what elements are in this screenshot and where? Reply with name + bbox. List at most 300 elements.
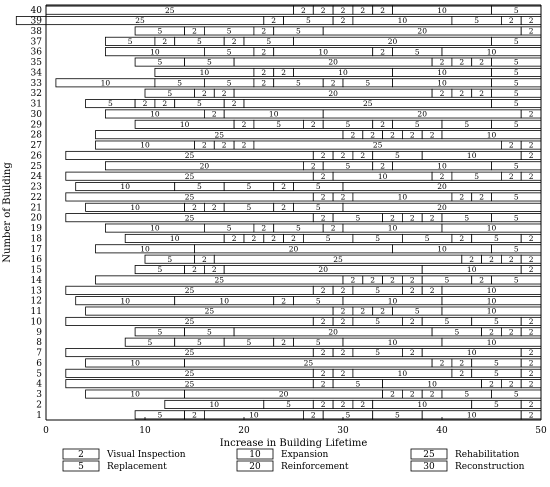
segment-label: 2 xyxy=(459,368,465,378)
segment-label: 25 xyxy=(184,213,195,223)
segment-label: 5 xyxy=(246,202,252,212)
segment-label: 2 xyxy=(528,109,534,119)
segment-label: 2 xyxy=(439,57,445,67)
y-tick-label: 8 xyxy=(36,338,42,349)
segment-label: 25 xyxy=(184,171,195,181)
segment-label: 5 xyxy=(246,182,252,192)
segment-label: 2 xyxy=(380,5,385,15)
segment-label: 2 xyxy=(261,26,267,36)
segment-label: 2 xyxy=(528,327,534,337)
segment-label: 2 xyxy=(340,192,346,202)
segment-label: 2 xyxy=(281,182,286,192)
segment-label: 5 xyxy=(167,88,173,98)
building-row-12 xyxy=(76,296,541,305)
segment-label: 25 xyxy=(303,358,314,368)
segment-label: 2 xyxy=(320,379,326,389)
x-tick-label: 50 xyxy=(535,426,547,436)
segment-label: 2 xyxy=(380,306,385,316)
segment-label: 2 xyxy=(459,88,465,98)
legend-item xyxy=(63,461,167,472)
legend-code: 30 xyxy=(423,462,435,472)
segment-label: 2 xyxy=(429,389,435,399)
segment-label: 5 xyxy=(296,78,301,88)
y-tick-label: 33 xyxy=(30,78,42,89)
y-tick-label: 1 xyxy=(36,410,42,421)
segment-label: 2 xyxy=(261,78,267,88)
segment-label: 2 xyxy=(340,348,346,358)
segment-label: 10 xyxy=(179,119,190,129)
segment-label: 5 xyxy=(157,410,163,420)
segment-label: 5 xyxy=(197,99,202,109)
segment-label: 2 xyxy=(320,317,326,327)
y-tick-label: 20 xyxy=(30,213,42,224)
segment-label: 5 xyxy=(414,306,420,316)
legend xyxy=(63,449,525,472)
segment-label: 5 xyxy=(513,99,519,109)
segment-label: 2 xyxy=(281,337,286,347)
segment-label: 5 xyxy=(107,99,113,109)
building-row-25 xyxy=(105,161,541,170)
segment-label: 2 xyxy=(429,285,435,295)
segment-label: 2 xyxy=(439,88,445,98)
segment-label: 5 xyxy=(513,78,519,88)
y-tick-label: 35 xyxy=(30,58,42,69)
segment-label: 10 xyxy=(486,47,497,57)
y-tick-label: 3 xyxy=(36,390,42,401)
segment-label: 2 xyxy=(528,317,534,327)
segment-label: 2 xyxy=(251,234,257,244)
segment-label: 2 xyxy=(370,275,376,285)
building-row-32 xyxy=(145,89,541,98)
segment-label: 2 xyxy=(320,192,326,202)
segment-label: 2 xyxy=(301,5,306,15)
segment-label: 2 xyxy=(320,213,326,223)
segment-label: 2 xyxy=(320,5,326,15)
segment-label: 5 xyxy=(355,379,361,389)
segment-label: 10 xyxy=(486,223,497,233)
y-tick-label: 17 xyxy=(30,244,42,255)
segment-label: 25 xyxy=(135,16,145,26)
segment-label: 5 xyxy=(325,234,331,244)
segment-label: 2 xyxy=(310,410,316,420)
building-row-11 xyxy=(86,307,541,316)
segment-label: 10 xyxy=(209,400,220,410)
segment-label: 10 xyxy=(130,202,140,212)
segment-label: 2 xyxy=(489,379,494,389)
segment-label: 5 xyxy=(226,47,232,57)
building-row-27 xyxy=(96,141,542,150)
building-row-13 xyxy=(66,286,541,295)
x-tick-label: 10 xyxy=(139,426,151,436)
segment-label: 2 xyxy=(508,327,514,337)
y-tick-label: 24 xyxy=(30,172,42,183)
segment-label: 5 xyxy=(345,410,351,420)
segment-label: 5 xyxy=(296,26,301,36)
y-tick-label: 4 xyxy=(36,379,42,390)
segment-label: 5 xyxy=(513,244,519,254)
segment-label: 5 xyxy=(444,317,450,327)
segment-label: 5 xyxy=(494,368,499,378)
segment-label: 10 xyxy=(150,223,160,233)
segment-label: 10 xyxy=(486,306,497,316)
segment-label: 5 xyxy=(513,68,519,78)
segment-label: 2 xyxy=(508,140,514,150)
segment-label: 5 xyxy=(513,88,519,98)
segment-label: 10 xyxy=(397,368,408,378)
building-row-29 xyxy=(135,120,541,129)
y-tick-label: 31 xyxy=(30,99,42,110)
segment-label: 2 xyxy=(409,317,415,327)
building-row-2 xyxy=(165,400,541,409)
x-tick-label: 0 xyxy=(43,426,49,436)
segment-label: 2 xyxy=(241,140,247,150)
segment-label: 2 xyxy=(479,88,484,98)
y-tick-label: 18 xyxy=(30,234,42,245)
y-tick-label: 32 xyxy=(30,89,42,100)
segment-label: 2 xyxy=(489,254,494,264)
segment-label: 2 xyxy=(528,26,534,36)
segment-label: 5 xyxy=(464,213,470,223)
segment-label: 2 xyxy=(409,285,415,295)
segment-label: 5 xyxy=(226,26,232,36)
segment-label: 5 xyxy=(414,47,420,57)
segment-label: 2 xyxy=(528,16,534,26)
building-row-15 xyxy=(135,265,541,274)
legend-item xyxy=(237,449,328,460)
segment-label: 2 xyxy=(221,140,227,150)
y-tick-label: 36 xyxy=(30,47,42,58)
segment-label: 5 xyxy=(226,223,232,233)
segment-label: 10 xyxy=(318,47,328,57)
segment-label: 2 xyxy=(202,140,207,150)
segment-label: 2 xyxy=(281,202,286,212)
segment-label: 2 xyxy=(409,389,415,399)
segment-label: 2 xyxy=(340,285,346,295)
building-row-39 xyxy=(16,16,541,25)
legend-code: 2 xyxy=(78,450,84,460)
segment-label: 2 xyxy=(162,99,168,109)
building-row-22 xyxy=(66,193,541,202)
segment-label: 5 xyxy=(286,400,291,410)
segment-label: 10 xyxy=(150,109,160,119)
segment-label: 2 xyxy=(479,57,484,67)
segment-label: 5 xyxy=(513,36,519,46)
segment-label: 25 xyxy=(184,368,195,378)
y-tick-label: 37 xyxy=(30,37,42,48)
building-row-37 xyxy=(105,37,541,46)
segment-label: 2 xyxy=(350,130,356,140)
legend-item xyxy=(63,449,186,460)
legend-code: 20 xyxy=(249,462,261,472)
segment-label: 5 xyxy=(494,358,499,368)
segment-label: 5 xyxy=(157,265,163,275)
segment-label: 5 xyxy=(365,78,371,88)
y-axis-title: Number of Building xyxy=(2,162,13,263)
segment-label: 2 xyxy=(409,348,415,358)
segment-label: 25 xyxy=(184,317,195,327)
building-row-19 xyxy=(105,224,541,233)
segment-label: 10 xyxy=(199,68,210,78)
legend-label: Replacement xyxy=(107,462,167,472)
segment-label: 20 xyxy=(328,327,338,337)
segment-label: 10 xyxy=(486,285,497,295)
y-tick-label: 15 xyxy=(30,265,42,276)
segment-label: 2 xyxy=(528,368,534,378)
segment-label: 5 xyxy=(127,36,133,46)
segment-label: 2 xyxy=(162,36,168,46)
segment-label: 2 xyxy=(528,254,534,264)
segment-label: 10 xyxy=(437,5,447,15)
segment-label: 5 xyxy=(513,192,519,202)
segment-label: 10 xyxy=(130,389,140,399)
building-row-24 xyxy=(66,172,541,181)
segment-label: 10 xyxy=(249,410,259,420)
segment-label: 2 xyxy=(360,5,366,15)
segment-label: 2 xyxy=(429,130,435,140)
y-tick-label: 39 xyxy=(30,16,42,27)
segment-label: 5 xyxy=(177,78,183,88)
segment-label: 10 xyxy=(437,244,447,254)
segment-label: 5 xyxy=(147,337,153,347)
y-tick-label: 27 xyxy=(30,141,42,152)
segment-label: 10 xyxy=(150,47,160,57)
segment-label: 10 xyxy=(397,192,408,202)
segment-label: 2 xyxy=(390,130,395,140)
segment-label: 10 xyxy=(120,296,130,306)
segment-label: 10 xyxy=(377,171,388,181)
segment-label: 5 xyxy=(206,327,212,337)
segment-label: 10 xyxy=(486,337,497,347)
y-tick-labels xyxy=(31,6,43,421)
legend-item xyxy=(411,449,520,460)
segment-label: 25 xyxy=(184,192,195,202)
segment-label: 5 xyxy=(375,234,381,244)
building-row-35 xyxy=(135,58,541,67)
segment-label: 10 xyxy=(130,358,140,368)
segment-label: 2 xyxy=(508,379,514,389)
segment-label: 20 xyxy=(417,109,427,119)
segment-label: 2 xyxy=(409,275,415,285)
building-row-9 xyxy=(135,327,541,336)
segment-label: 2 xyxy=(390,213,395,223)
legend-label: Expansion xyxy=(281,450,329,460)
y-tick-label: 12 xyxy=(30,296,42,307)
segment-label: 2 xyxy=(439,171,445,181)
segment-label: 25 xyxy=(333,254,343,264)
segment-label: 2 xyxy=(320,285,326,295)
segment-label: 2 xyxy=(142,99,148,109)
segment-label: 2 xyxy=(291,234,296,244)
legend-code: 10 xyxy=(249,450,261,460)
segment-label: 5 xyxy=(414,119,420,129)
legend-label: Reconstruction xyxy=(455,462,525,472)
segment-label: 5 xyxy=(167,254,173,264)
segment-label: 10 xyxy=(100,78,111,88)
legend-label: Rehabilitation xyxy=(455,450,520,460)
y-tick-label: 2 xyxy=(36,400,42,411)
building-row-38 xyxy=(135,27,541,36)
segment-label: 25 xyxy=(184,151,195,161)
y-tick-label: 28 xyxy=(30,130,42,141)
segment-label: 10 xyxy=(120,182,130,192)
segment-label: 2 xyxy=(528,151,534,161)
legend-item xyxy=(237,461,349,472)
segment-label: 2 xyxy=(261,68,267,78)
segment-label: 5 xyxy=(226,78,232,88)
y-tick-label: 34 xyxy=(30,68,42,79)
building-row-21 xyxy=(86,203,541,212)
y-tick-label: 29 xyxy=(30,120,42,131)
segment-label: 2 xyxy=(429,213,435,223)
segment-label: 10 xyxy=(140,140,150,150)
segment-label: 5 xyxy=(157,26,163,36)
segment-label: 20 xyxy=(278,389,289,399)
building-row-6 xyxy=(86,359,541,368)
segment-label: 5 xyxy=(395,410,400,420)
segment-label: 25 xyxy=(362,99,373,109)
segment-label: 5 xyxy=(454,327,460,337)
legend-label: Reinforcement xyxy=(281,462,349,472)
y-tick-label: 9 xyxy=(36,327,42,338)
building-row-8 xyxy=(125,338,541,347)
segment-label: 2 xyxy=(221,88,227,98)
segment-label: 5 xyxy=(513,275,519,285)
segment-label: 20 xyxy=(328,57,338,67)
y-tick-label: 25 xyxy=(30,161,42,172)
segment-label: 5 xyxy=(276,119,282,129)
segment-label: 10 xyxy=(486,296,497,306)
segment-label: 2 xyxy=(330,78,336,88)
segment-label: 2 xyxy=(320,151,326,161)
y-tick-label: 19 xyxy=(30,224,42,235)
segment-label: 2 xyxy=(439,358,445,368)
building-row-14 xyxy=(96,276,542,285)
segment-label: 5 xyxy=(513,389,519,399)
segment-label: 5 xyxy=(494,400,499,410)
building-row-4 xyxy=(66,379,541,388)
segment-label: 2 xyxy=(390,389,395,399)
segment-label: 5 xyxy=(474,16,480,26)
segment-label: 5 xyxy=(444,275,450,285)
building-row-26 xyxy=(66,151,541,160)
segment-label: 2 xyxy=(271,234,277,244)
building-row-7 xyxy=(66,348,541,357)
segment-label: 2 xyxy=(231,36,237,46)
building-row-5 xyxy=(66,369,541,378)
segment-label: 25 xyxy=(184,379,195,389)
segment-label: 5 xyxy=(355,213,361,223)
segment-label: 2 xyxy=(528,410,534,420)
y-tick-label: 40 xyxy=(30,6,42,17)
segment-label: 2 xyxy=(261,223,267,233)
segment-label: 2 xyxy=(528,400,534,410)
building-row-18 xyxy=(125,234,541,243)
segment-label: 5 xyxy=(315,202,321,212)
bars-layer xyxy=(16,6,541,420)
segment-label: 2 xyxy=(528,234,534,244)
segment-label: 2 xyxy=(380,119,385,129)
segment-label: 10 xyxy=(466,348,477,358)
segment-label: 2 xyxy=(380,161,385,171)
segment-label: 2 xyxy=(202,254,207,264)
building-row-1 xyxy=(135,410,541,419)
x-tick-label: 20 xyxy=(238,426,250,436)
y-tick-label: 16 xyxy=(30,255,42,266)
legend-label: Visual Inspection xyxy=(107,450,186,460)
building-row-3 xyxy=(86,390,541,399)
y-tick-label: 5 xyxy=(36,369,42,380)
building-row-31 xyxy=(86,99,541,108)
segment-label: 10 xyxy=(466,265,477,275)
segment-label: 2 xyxy=(459,192,465,202)
legend-code: 25 xyxy=(423,450,435,460)
segment-label: 2 xyxy=(528,379,534,389)
segment-label: 2 xyxy=(340,368,346,378)
segment-label: 2 xyxy=(528,358,534,368)
segment-label: 5 xyxy=(474,171,480,181)
segment-label: 2 xyxy=(489,327,494,337)
segment-label: 10 xyxy=(338,68,348,78)
segment-label: 20 xyxy=(437,182,447,192)
x-tick-label: 30 xyxy=(337,426,349,436)
building-row-10 xyxy=(66,317,541,326)
segment-label: 2 xyxy=(340,5,346,15)
legend-code: 5 xyxy=(78,462,84,472)
segment-label: 2 xyxy=(370,130,376,140)
segment-label: 20 xyxy=(417,26,427,36)
segment-label: 10 xyxy=(387,337,398,347)
segment-label: 5 xyxy=(494,317,499,327)
segment-label: 10 xyxy=(437,78,447,88)
segment-label: 2 xyxy=(508,171,514,181)
segment-label: 5 xyxy=(375,348,381,358)
building-row-34 xyxy=(155,68,541,77)
segment-label: 5 xyxy=(206,57,212,67)
building-row-36 xyxy=(105,47,541,56)
y-tick-label: 6 xyxy=(36,358,42,369)
segment-label: 10 xyxy=(417,400,427,410)
segment-label: 2 xyxy=(192,265,197,275)
segment-label: 5 xyxy=(513,213,519,223)
segment-label: 2 xyxy=(340,151,346,161)
segment-label: 5 xyxy=(157,57,163,67)
segment-label: 10 xyxy=(140,244,150,254)
segment-label: 5 xyxy=(375,285,381,295)
segment-label: 2 xyxy=(241,119,247,129)
y-tick-label: 7 xyxy=(36,348,42,359)
legend-item xyxy=(411,461,525,472)
segment-label: 2 xyxy=(340,306,346,316)
segment-label: 5 xyxy=(197,182,202,192)
segment-label: 2 xyxy=(479,192,484,202)
segment-label: 2 xyxy=(508,254,514,264)
segment-label: 5 xyxy=(157,327,163,337)
segment-label: 2 xyxy=(330,223,336,233)
segment-label: 10 xyxy=(387,223,398,233)
segment-label: 2 xyxy=(310,161,316,171)
segment-label: 25 xyxy=(214,275,225,285)
segment-label: 10 xyxy=(397,16,408,26)
segment-label: 25 xyxy=(164,5,175,15)
y-tick-label: 11 xyxy=(30,307,42,318)
building-row-16 xyxy=(145,255,541,264)
segment-label: 5 xyxy=(305,16,311,26)
y-tick-label: 21 xyxy=(30,203,42,214)
segment-label: 5 xyxy=(315,296,321,306)
segment-label: 10 xyxy=(466,151,477,161)
y-tick-label: 10 xyxy=(30,317,42,328)
segment-label: 10 xyxy=(437,68,447,78)
